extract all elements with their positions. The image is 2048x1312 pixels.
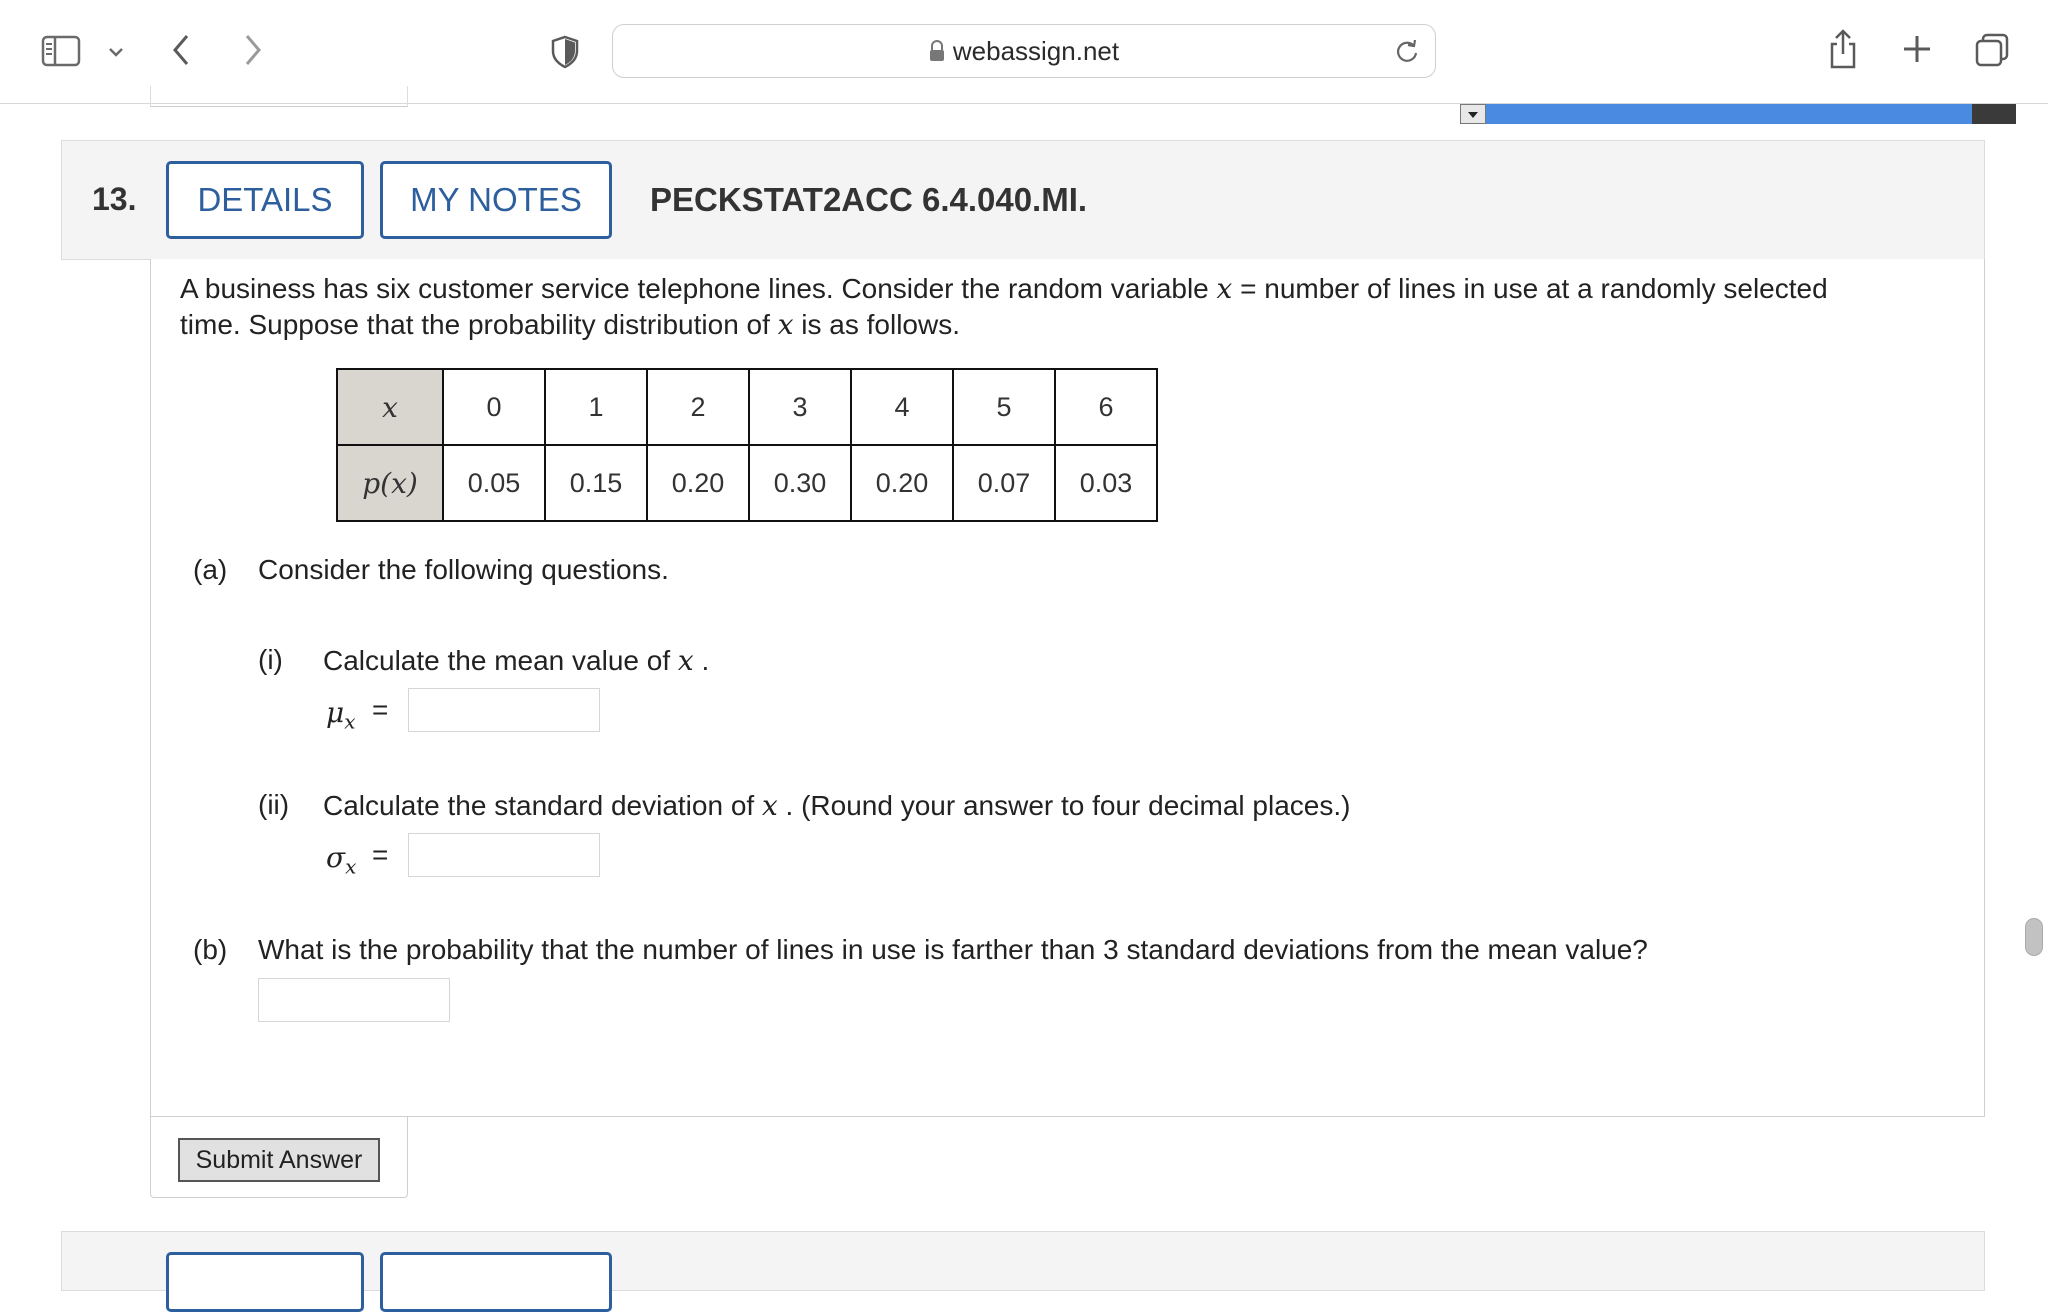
question-header <box>61 140 1985 260</box>
part-b-text: What is the probability that the number of lines in use is farther than 3 standard deviations from the mean value? <box>258 934 1648 965</box>
back-icon[interactable] <box>164 30 198 70</box>
part-a-i-label: (i) <box>258 644 283 675</box>
table-row-x <box>337 369 1157 445</box>
table-cell: 0.03 <box>1055 445 1157 521</box>
row-header-p: p(x) <box>337 445 443 521</box>
table-cell: 4 <box>851 369 953 445</box>
distribution-table <box>336 368 1158 522</box>
dropdown-arrow-icon[interactable] <box>1460 104 1486 124</box>
previous-question-bar <box>1460 104 2016 124</box>
table-cell: 0.20 <box>851 445 953 521</box>
my-notes-button[interactable]: MY NOTES <box>380 161 612 239</box>
url-text: webassign.net <box>613 25 1435 79</box>
intro-line-2: time. Suppose that the probability distribution of x is as follows. <box>180 308 960 341</box>
part-b-label: (b) <box>193 934 228 965</box>
details-button[interactable]: DETAILS <box>166 161 364 239</box>
lock-icon <box>929 27 945 79</box>
part-a-ii-label: (ii) <box>258 789 290 820</box>
new-tab-icon[interactable] <box>1900 32 1934 66</box>
mean-symbol: $\mu_x$ <box>326 696 356 734</box>
mean-equals: = <box>372 694 389 725</box>
shield-icon[interactable] <box>548 34 582 70</box>
submit-answer-button[interactable]: Submit Answer <box>178 1138 380 1182</box>
table-cell: 0.07 <box>953 445 1055 521</box>
sidebar-toggle-icon[interactable] <box>40 33 82 69</box>
scrollbar-thumb[interactable] <box>2025 918 2043 956</box>
next-question-header <box>61 1231 1985 1291</box>
table-cell: 0.30 <box>749 445 851 521</box>
question-code: PECKSTAT2ACC 6.4.040.MI. <box>650 181 1088 218</box>
sd-answer-input[interactable] <box>408 833 600 877</box>
row-header-x: x <box>337 369 443 445</box>
share-icon[interactable] <box>1826 26 1860 72</box>
table-cell: 2 <box>647 369 749 445</box>
chevron-down-icon[interactable] <box>104 40 128 64</box>
part-a-label: (a) <box>193 554 228 585</box>
table-row-p <box>337 445 1157 521</box>
previous-question-fragment <box>150 86 408 107</box>
sd-symbol: $\sigma_x$ <box>326 841 357 879</box>
table-cell: 0.05 <box>443 445 545 521</box>
mean-answer-input[interactable] <box>408 688 600 732</box>
address-bar[interactable] <box>612 24 1436 78</box>
next-my-notes-button[interactable] <box>380 1252 612 1312</box>
table-cell: 0.20 <box>647 445 749 521</box>
table-cell: 1 <box>545 369 647 445</box>
forward-icon[interactable] <box>236 30 270 70</box>
part-a-ii-text: Calculate the standard deviation of x . (Round your answer to four decimal places.) <box>323 789 1351 822</box>
part-a-i-text: Calculate the mean value of x . <box>323 644 710 677</box>
intro-line-1: A business has six customer service telephone lines. Consider the random variable x = number of lines in use at a randomly selected <box>180 272 1828 305</box>
table-cell: 5 <box>953 369 1055 445</box>
part-a-text: Consider the following questions. <box>258 554 669 585</box>
table-cell: 6 <box>1055 369 1157 445</box>
table-cell: 3 <box>749 369 851 445</box>
tab-overview-icon[interactable] <box>1974 32 2010 68</box>
next-details-button[interactable] <box>166 1252 364 1312</box>
question-number: 13. <box>92 181 137 217</box>
reload-icon[interactable] <box>1393 37 1421 65</box>
probability-answer-input[interactable] <box>258 978 450 1022</box>
table-cell: 0 <box>443 369 545 445</box>
table-cell: 0.15 <box>545 445 647 521</box>
sd-equals: = <box>372 839 389 870</box>
